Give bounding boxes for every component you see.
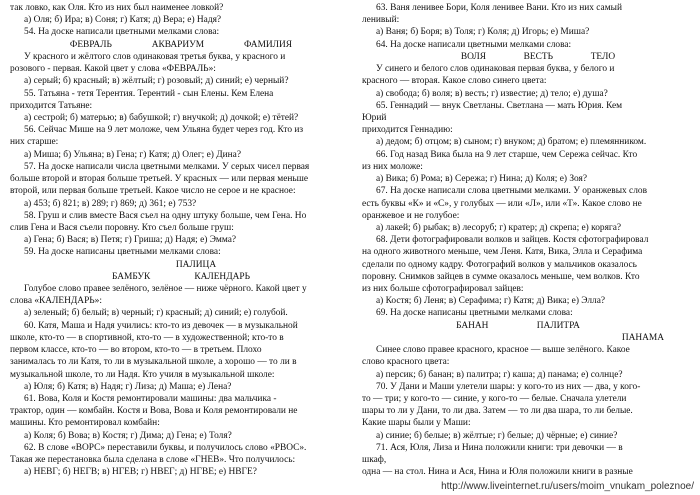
answer-line: а) зеленый; б) белый; в) черный; г) красный; д) синий; е) голубой.: [24, 308, 288, 319]
text-line: них старше:: [10, 137, 59, 148]
text-line: трактор, один — комбайн. Костя и Вова, Вова и Коля ремонтировали не: [10, 406, 298, 417]
text-line: приходится Татьяне:: [10, 100, 93, 111]
text-line: ленивый:: [362, 15, 400, 26]
text-line: розового - первая. Какой цвет у слова «ФЕВРАЛЬ»:: [10, 64, 216, 75]
answer-line: а) 453; б) 821; в) 289; г) 869; д) 361; е) 753?: [24, 198, 197, 209]
text-line: слив Гена и Вася съели поровну. Кто съел больше груш:: [10, 222, 234, 233]
answer-line: а) свобода; б) воля; в) весть; г) известие; д) тело; е) душа?: [376, 88, 608, 99]
answer-line: а) Миша; б) Ульяна; в) Гена; г) Катя; д) Олег; е) Дина?: [24, 149, 242, 160]
question-line: 60. Катя, Маша и Надя учились: кто-то из девочек — в музыкальной: [24, 320, 298, 331]
word: ВОЛЯ: [460, 51, 486, 62]
answer-line: а) персик; б) банан; в) палитра; г) каша; д) панама; е) солнце?: [376, 369, 623, 380]
text-line: поровну. Снимков зайцев в сумме оказалось меньше, чем волков. Кто: [362, 271, 640, 282]
text-line: красного — вторая. Какое слово синего цвета:: [362, 76, 547, 87]
question-line: 65. Геннадий — внук Светланы. Светлана — мать Юрия. Кем: [376, 100, 623, 111]
word: КАЛЕНДАРЬ: [194, 271, 250, 282]
question-line: 66. Год назад Вика была на 9 лет старше, чем Сережа сейчас. Кто: [376, 149, 638, 160]
question-line: 55. Татьяна - тетя Терентия. Терентий - сын Елены. Кем Елена: [24, 88, 274, 99]
right-column: [362, 2, 694, 492]
text-line: У синего и белого слов одинаковая первая буква, у белого и: [376, 64, 615, 75]
word: БАМБУК: [112, 271, 151, 282]
word: ПАЛИЦА: [175, 259, 217, 270]
answer-line: а) сестрой; б) матерью; в) бабушкой; г) внучкой; д) дочкой; е) тётей?: [24, 112, 299, 123]
answer-line: а) дедом; б) отцом; в) сыном; г) внуком; д) братом; е) племянником.: [376, 137, 647, 148]
text-line: оранжевое и не голубое:: [362, 210, 460, 221]
text-line: слова «КАЛЕНДАРЬ»:: [10, 296, 102, 307]
answer-line: а) серый; б) красный; в) жёлтый; г) розовый; д) синий; е) черный?: [24, 76, 289, 87]
text-line: Голубое слово правее зелёного, зелёное — ниже чёрного. Какой цвет у: [24, 284, 307, 295]
answer-line: а) НЕВГ; б) НЕГВ; в) НГЕВ; г) НВЕГ; д) НГВЕ; е) НВГЕ?: [24, 467, 257, 478]
question-line: 56. Сейчас Мише на 9 лет моложе, чем Ульяна будет через год. Кто из: [24, 125, 304, 136]
text-line: из них больше сфотографировал зайцев:: [362, 284, 524, 295]
question-line: 69. На доске написаны цветными мелками слова:: [376, 308, 573, 319]
watermark-url: http://www.liveinternet.ru/users/moim_vnukam_poleznoe/: [441, 481, 694, 492]
left-column: [10, 2, 342, 492]
answer-line: а) Костя; б) Леня; в) Серафима; г) Катя; д) Вика; е) Элла?: [376, 296, 606, 307]
word-row: [362, 320, 694, 332]
question-line: 54. На доске написали цветными мелками слова:: [24, 27, 220, 38]
word: ТЕЛО: [590, 51, 616, 62]
answer-line: а) лакей; б) рыбак; в) лесоруб; г) кратер; д) скрепа; е) коряга?: [376, 222, 622, 233]
text-line: У красного и жёлтого слов одинаковая третья буква, у красного и: [24, 51, 286, 62]
text-line: сделали по одному кадру. Фотографий волков у мальчиков оказалось: [362, 259, 637, 270]
question-line: 67. На доске написали слова цветными мелками. У оранжевых слов: [376, 186, 647, 197]
text-line: второй, или первая больше третьей. Какое число не серое и не красное:: [10, 186, 296, 197]
text-line: так ловко, как Оля. Кто из них был наименее ловкой?: [10, 3, 224, 13]
answer-line: а) Коля; б) Вова; в) Костя; г) Дима; д) Гена; е) Толя?: [24, 430, 232, 441]
question-line: 71. Ася, Юля, Лиза и Нина положили книги: три девочки — в: [376, 442, 623, 453]
word: ВЕСТЬ: [523, 51, 554, 62]
question-line: 68. Дети фотографировали волков и зайцев. Костя сфотографировал: [376, 235, 649, 246]
question-line: 62. В слове «ВОРС» переставили буквы, и получилось слово «РВОС».: [24, 442, 307, 453]
word: ПАНАМА: [621, 332, 664, 343]
text-line: Такая же перестановка была сделана в слове «ГНЕВ». Что получилось:: [10, 455, 296, 466]
text-line: то — три; у кого-то — синие, у кого-то — белые. Сначала улетели: [362, 394, 627, 404]
text-line: Синее слово правее красного, красное — выше зелёного. Какое: [376, 345, 630, 356]
question-line: 59. На доске написаны цветными мелками слова:: [24, 247, 221, 258]
text-line: из них моложе:: [362, 161, 423, 172]
answer-line: а) Юля; б) Катя; в) Надя; г) Лиза; д) Маша; е) Лена?: [24, 381, 232, 392]
answer-line: а) синие; б) белые; в) жёлтые; г) белые; д) чёрные; е) синие?: [376, 430, 618, 441]
question-line: 64. На доске написали цветными мелками слова:: [376, 39, 572, 50]
word-row: [10, 39, 342, 51]
question-line: 70. У Дани и Маши улетели шары: у кого-то из них — два, у кого-: [376, 381, 641, 392]
answer-line: а) Гена; б) Вася; в) Петя; г) Гриша; д) Надя; е) Эмма?: [24, 235, 237, 246]
text-line: машины. Кто ремонтировал комбайн:: [10, 418, 160, 429]
answer-line: а) Вика; б) Рома; в) Сережа; г) Нина; д) Коля; е) Зоя?: [376, 174, 588, 185]
text-line: больше второй и вторая больше третьей. У красных — или первая меньше: [10, 174, 309, 185]
word: АКВАРИУМ: [151, 39, 205, 50]
word: ФАМИЛИЯ: [243, 39, 293, 50]
word: ПАЛИТРА: [536, 320, 580, 331]
question-line: 58. Груш и слив вместе Вася съел на одну штуку больше, чем Гена. Но: [24, 210, 307, 221]
answer-line: а) Оля; б) Ира; в) Соня; г) Катя; д) Вера; е) Надя?: [24, 15, 222, 26]
word-row: [362, 51, 694, 63]
question-line: 57. На доске написали числа цветными мелками. У серых чисел первая: [24, 161, 310, 172]
text-line: музыкальной школе, то ли Надя. Кто училя в музыкальной школе:: [10, 369, 275, 380]
text-line: шары то ли у Дани, то ли два. Затем — то ли два шара, то ли белые.: [362, 406, 633, 417]
question-line: 63. Ваня ленивее Бори, Коля ленивее Вани. Кто из них самый: [376, 3, 622, 13]
word: БАНАН: [456, 320, 489, 331]
answer-line: а) Ваня; б) Боря; в) Толя; г) Коля; д) Игорь; е) Миша?: [376, 27, 590, 38]
text-line: школе, кто-то — в спортивной, кто-то — в художественной; кто-то в: [10, 332, 284, 343]
text-line: приходится Геннадию:: [362, 125, 453, 136]
word-row: [10, 271, 342, 283]
text-line: занималась то ли Катя, то ли в музыкальной школе, а хорошо — то ли в: [10, 357, 297, 368]
text-line: на одного животного меньше, чем Леня. Катя, Вика, Элла и Серафима: [362, 247, 643, 258]
text-line: Юрий: [362, 112, 387, 123]
text-line: Какие шары были у Маши:: [362, 418, 471, 429]
text-line: шкаф,: [362, 455, 387, 466]
question-line: 61. Вова, Коля и Костя ремонтировали машины: два мальчика -: [24, 394, 277, 404]
text-line: слово красного цвета:: [362, 357, 450, 368]
word: ФЕВРАЛЬ: [69, 39, 112, 50]
text-line: первом классе, кто-то — во втором, кто-то — в третьем. Плохо: [10, 345, 262, 356]
text-line: есть буквы «К» и «С», у голубых — или «Л», или «Т». Какое слово не: [362, 198, 642, 209]
text-line: одна — на стол. Нина и Ася, Нина и Юля положили книги в разные: [362, 467, 633, 478]
